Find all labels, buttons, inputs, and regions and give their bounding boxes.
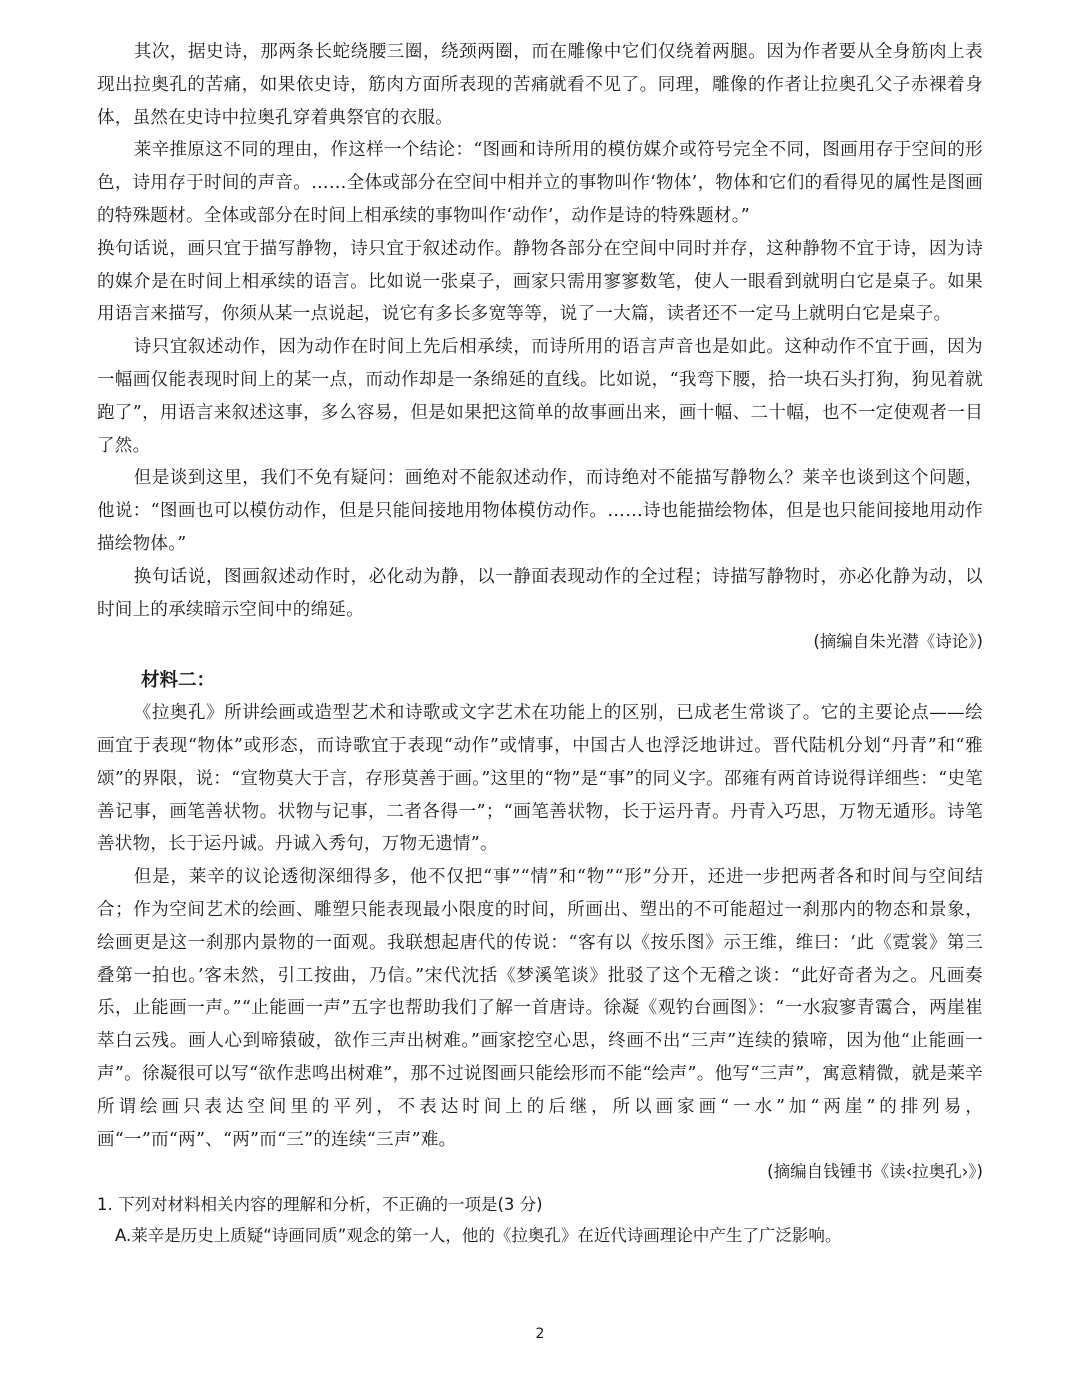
- material1-source: (摘编自朱光潜《诗论》): [813, 632, 983, 652]
- material1-paragraph-1: 其次，据史诗，那两条长蛇绕腰三圈，绕颈两圈，而在雕像中它们仅绕着两腿。因为作者要从全身筋肉上表现出拉奥孔的苦痛，如果依史诗，筋肉方面所表现的苦痛就看不见了。同理，雕像的作者让拉奥孔父子赤裸着身体，虽然在史诗中拉奥孔穿着典祭官的衣服。: [97, 42, 983, 128]
- material2-paragraph-2: 但是，莱辛的议论透彻深细得多，他不仅把“事”“情”和“物”“形”分开，还进一步把两者各和时间与空间结合；作为空间艺术的绘画、雕塑只能表现最小限度的时间，所画出、塑出的不可能超过一刹那内的物态和景象，绘画更是这一刹那内景物的一面观。我联想起唐代的传说：“客有以《按乐图》示王维，维曰：‘此《霓裳》第三叠第一拍也。’客未然，引工按曲，乃信。”宋代沈括《梦溪笔谈》批驳了这个无稽之谈：“此好奇者为之。凡画奏乐，止能画一声。”“止能画一声”五字也帮助我们了解一首唐诗。徐凝《观钓台画图》：“一水寂寥青霭合，两崖崔萃白云残。画人心到啼猿破，欲作三声出树难。”画家挖空心思，终画不出“三声”连续的猿啼，因为他“止能画一声”。徐凝很可以写“欲作悲鸣出树难”，那不过说图画只能绘形而不能“绘声”。他写“三声”，寓意精微，就是莱辛所谓绘画只表达空间里的平列，不表达时间上的后继，所以画家画“一水”加“两崖”的排列易，画“一”而“两”、“两”而“三”的连续“三声”难。: [97, 867, 983, 1150]
- material1-paragraph-2: 莱辛推原这不同的理由，作这样一个结论：“图画和诗所用的模仿媒介或符号完全不同，图画用存于空间的形色，诗用存于时间的声音。……全体或部分在空间中相并立的事物叫作‘物体’，物体和它们的看得见的属性是图画的特殊题材。全体或部分在时间上相承续的事物叫作‘动作’，动作是诗的特殊题材。”: [97, 140, 983, 226]
- material2-source: (摘编自钱锺书《读‹拉奥孔›》): [767, 1162, 983, 1182]
- page-number: 2: [535, 1326, 545, 1342]
- question-stem: 1. 下列对材料相关内容的理解和分析，不正确的一项是(3 分): [97, 1195, 543, 1215]
- material1-paragraph-6: 换句话说，图画叙述动作时，必化动为静，以一静面表现动作的全过程；诗描写静物时，亦必化静为动，以时间上的承续暗示空间中的绵延。: [97, 566, 983, 620]
- material1-paragraph-4: 诗只宜叙述动作，因为动作在时间上先后相承续，而诗所用的语言声音也是如此。这种动作不宜于画，因为一幅画仅能表现时间上的某一点，而动作却是一条绵延的直线。比如说，“我弯下腰，拾一块石头打狗，狗见着就跑了”，用语言来叙述这事，多么容易，但是如果把这简单的故事画出来，画十幅、二十幅，也不一定使观者一目了然。: [97, 337, 983, 456]
- material2-heading: 材料二：: [141, 670, 216, 692]
- question-option-a: A.莱辛是历史上质疑“诗画同质”观念的第一人，他的《拉奥孔》在近代诗画理论中产生了广泛影响。: [115, 1226, 842, 1246]
- material1-paragraph-3: 换句话说，画只宜于描写静物，诗只宜于叙述动作。静物各部分在空间中同时并存，这种静物不宜于诗，因为诗的媒介是在时间上相承续的语言。比如说一张桌子，画家只需用寥寥数笔，使人一眼看到就明白它是桌子。如果用语言来描写，你须从某一点说起，说它有多长多宽等等，说了一大篇，读者还不一定马上就明白它是桌子。: [97, 238, 983, 325]
- material2-paragraph-1: 《拉奥孔》所讲绘画或造型艺术和诗歌或文字艺术在功能上的区别，已成老生常谈了。它的主要论点——绘画宜于表现“物体”或形态，而诗歌宜于表现“动作”或情事，中国古人也浮泛地讲过。晋代陆机分划“丹青”和“雅颂”的界限，说：“宣物莫大于言，存形莫善于画。”这里的“物”是“事”的同义字。邵雍有两首诗说得详细些：“史笔善记事，画笔善状物。状物与记事，二者各得一”；“画笔善状物，长于运丹青。丹青入巧思，万物无遁形。诗笔善状物，长于运丹诚。丹诚入秀句，万物无遗情”。: [97, 703, 983, 855]
- material1-paragraph-5: 但是谈到这里，我们不免有疑问：画绝对不能叙述动作，而诗绝对不能描写静物么？莱辛也谈到这个问题，他说：“图画也可以模仿动作，但是只能间接地用物体模仿动作。……诗也能描绘物体，但是也只能间接地用动作描绘物体。”: [97, 468, 983, 554]
